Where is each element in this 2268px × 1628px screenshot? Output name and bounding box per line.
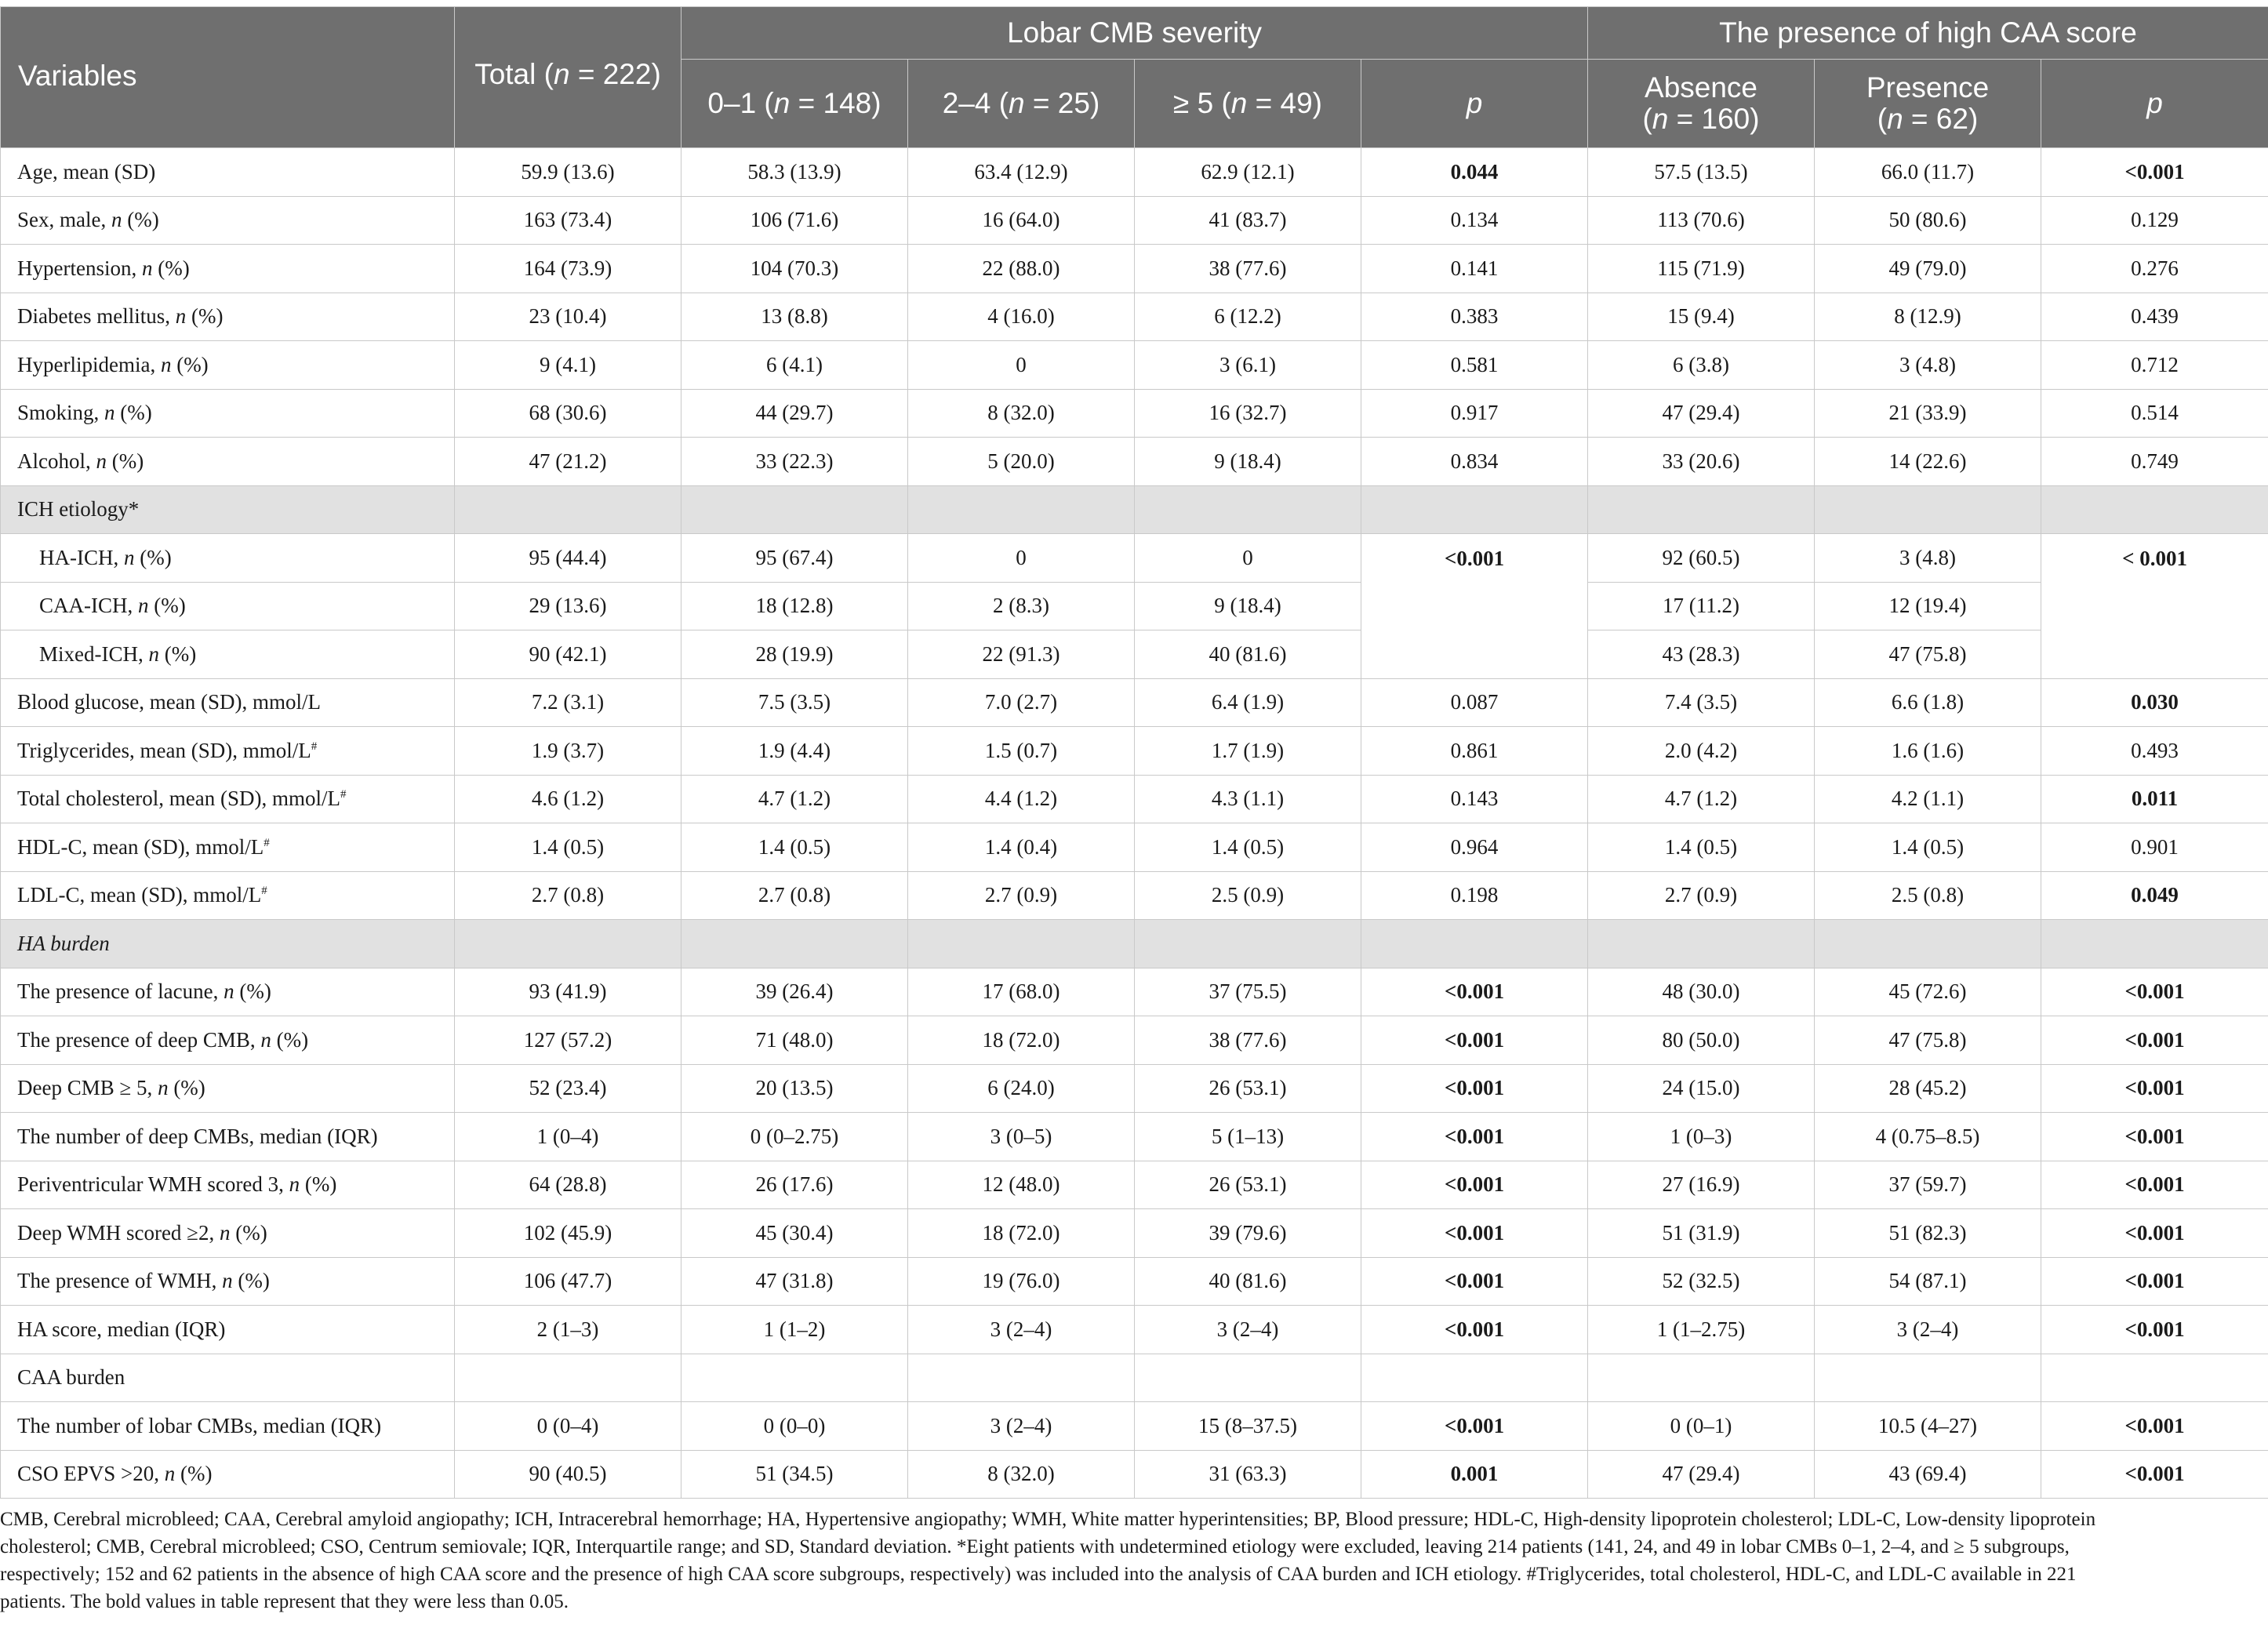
table-row: [1, 727, 2268, 776]
table-row: [1, 1209, 2268, 1258]
cell-total: 1.4 (0.5): [455, 823, 681, 872]
table-row: [1, 1016, 2268, 1065]
cell-p2: < 0.001: [2041, 534, 2268, 679]
table-row: [1, 1064, 2268, 1113]
row-label: Total cholesterol, mean (SD), mmol/L#: [1, 775, 455, 823]
cell-total: [455, 920, 681, 968]
row-label: Triglycerides, mean (SD), mmol/L#: [1, 727, 455, 776]
cell-abs: 7.4 (3.5): [1588, 678, 1815, 727]
row-label: Diabetes mellitus, n (%): [1, 293, 455, 341]
table-row: [1, 1450, 2268, 1499]
cell-c24: 4.4 (1.2): [908, 775, 1135, 823]
cell-total: 2 (1–3): [455, 1306, 681, 1354]
cell-p1: 0.044: [1361, 148, 1588, 197]
row-label: Deep CMB ≥ 5, n (%): [1, 1064, 455, 1113]
cell-p1: [1361, 485, 1588, 534]
cell-p1: 0.087: [1361, 678, 1588, 727]
table-row: [1, 148, 2268, 197]
cell-total: 0 (0–4): [455, 1402, 681, 1451]
cell-p1: 0.834: [1361, 438, 1588, 486]
row-label: Blood glucose, mean (SD), mmol/L: [1, 678, 455, 727]
cell-p2: <0.001: [2041, 1016, 2268, 1065]
cell-total: 29 (13.6): [455, 582, 681, 630]
cell-c01: 1.9 (4.4): [681, 727, 908, 776]
row-label: Hypertension, n (%): [1, 245, 455, 293]
row-label: CAA burden: [1, 1354, 455, 1402]
cell-pres: 2.5 (0.8): [1815, 871, 2041, 920]
cell-total: 47 (21.2): [455, 438, 681, 486]
cell-abs: 1.4 (0.5): [1588, 823, 1815, 872]
cell-c24: 0: [908, 534, 1135, 583]
table-row: [1, 920, 2268, 968]
table-row: [1, 438, 2268, 486]
footnote-line: cholesterol; CMB, Cerebral microbleed; CSO, Centrum semiovale; IQR, Interquartile range; and SD, Standard deviation. *Eight patients with undetermined etiology were excluded, leaving 214 patients (141, 24, and 49 in lobar CMBs 0–1, 2–4, and ≥ 5 subgroups,: [0, 1536, 2070, 1557]
row-label: CSO EPVS >20, n (%): [1, 1450, 455, 1499]
cell-p2: [2041, 1354, 2268, 1402]
cell-pres: 49 (79.0): [1815, 245, 2041, 293]
cell-c01: 26 (17.6): [681, 1161, 908, 1209]
footnote-line: patients. The bold values in table represent that they were less than 0.05.: [0, 1591, 569, 1612]
cell-p1: <0.001: [1361, 1016, 1588, 1065]
cell-c5: [1135, 1354, 1361, 1402]
cell-c24: 16 (64.0): [908, 196, 1135, 245]
cell-c5: 2.5 (0.9): [1135, 871, 1361, 920]
cell-abs: 52 (32.5): [1588, 1257, 1815, 1306]
cell-p1: <0.001: [1361, 1064, 1588, 1113]
cell-p1: <0.001: [1361, 1402, 1588, 1451]
table-row: [1, 341, 2268, 390]
cell-p1: 0.581: [1361, 341, 1588, 390]
cell-pres: 4.2 (1.1): [1815, 775, 2041, 823]
cell-abs: 24 (15.0): [1588, 1064, 1815, 1113]
row-label: HA-ICH, n (%): [1, 534, 455, 583]
cell-c01: 2.7 (0.8): [681, 871, 908, 920]
cell-p1: [1361, 920, 1588, 968]
cell-c24: [908, 920, 1135, 968]
cell-p2: <0.001: [2041, 1306, 2268, 1354]
header-col-2-4: 2–4 (n = 25): [908, 60, 1135, 148]
cell-abs: 17 (11.2): [1588, 582, 1815, 630]
row-label: The presence of WMH, n (%): [1, 1257, 455, 1306]
table-body: [1, 148, 2268, 1499]
cell-c01: 18 (12.8): [681, 582, 908, 630]
cell-total: 127 (57.2): [455, 1016, 681, 1065]
cell-pres: 45 (72.6): [1815, 968, 2041, 1016]
cell-p2: <0.001: [2041, 1402, 2268, 1451]
cell-p2: [2041, 920, 2268, 968]
cell-c5: [1135, 920, 1361, 968]
header-p-lobar: p: [1361, 60, 1588, 148]
cell-abs: 27 (16.9): [1588, 1161, 1815, 1209]
cell-c24: 8 (32.0): [908, 1450, 1135, 1499]
cell-c5: 62.9 (12.1): [1135, 148, 1361, 197]
table-row: [1, 871, 2268, 920]
cell-c5: 9 (18.4): [1135, 582, 1361, 630]
cell-c01: 71 (48.0): [681, 1016, 908, 1065]
table-row: [1, 823, 2268, 872]
cell-c01: [681, 920, 908, 968]
cell-c24: 6 (24.0): [908, 1064, 1135, 1113]
cell-abs: 48 (30.0): [1588, 968, 1815, 1016]
cell-pres: 1.4 (0.5): [1815, 823, 2041, 872]
cell-c24: 3 (2–4): [908, 1402, 1135, 1451]
cell-abs: 80 (50.0): [1588, 1016, 1815, 1065]
cell-total: [455, 485, 681, 534]
cell-abs: 57.5 (13.5): [1588, 148, 1815, 197]
cell-pres: 66.0 (11.7): [1815, 148, 2041, 197]
cell-p2: 0.493: [2041, 727, 2268, 776]
cell-p2: <0.001: [2041, 1113, 2268, 1161]
cell-c5: 40 (81.6): [1135, 630, 1361, 679]
cell-c5: 26 (53.1): [1135, 1064, 1361, 1113]
cell-c01: 0 (0–0): [681, 1402, 908, 1451]
header-high-caa-score: The presence of high CAA score: [1588, 7, 2268, 60]
cell-abs: 0 (0–1): [1588, 1402, 1815, 1451]
cell-c01: 44 (29.7): [681, 389, 908, 438]
cell-total: 164 (73.9): [455, 245, 681, 293]
header-col-0-1: 0–1 (n = 148): [681, 60, 908, 148]
table-row: [1, 968, 2268, 1016]
table-row: [1, 1257, 2268, 1306]
cell-pres: 1.6 (1.6): [1815, 727, 2041, 776]
cell-c5: 39 (79.6): [1135, 1209, 1361, 1258]
cell-abs: 51 (31.9): [1588, 1209, 1815, 1258]
footnote-line: CMB, Cerebral microbleed; CAA, Cerebral amyloid angiopathy; ICH, Intracerebral hemorrhage; HA, Hypertensive angiopathy; WMH, White matter hyperintensities; BP, Blood pressure; HDL-C, High-density lipoprotein cholesterol; LDL-C, Low-density lipoprotein: [0, 1509, 2096, 1530]
cell-abs: [1588, 485, 1815, 534]
cell-p1: 0.134: [1361, 196, 1588, 245]
cell-total: 9 (4.1): [455, 341, 681, 390]
cell-pres: 37 (59.7): [1815, 1161, 2041, 1209]
cell-c01: 6 (4.1): [681, 341, 908, 390]
cell-c01: 39 (26.4): [681, 968, 908, 1016]
cell-p2: 0.276: [2041, 245, 2268, 293]
row-label: Age, mean (SD): [1, 148, 455, 197]
cell-pres: 10.5 (4–27): [1815, 1402, 2041, 1451]
row-label: The presence of lacune, n (%): [1, 968, 455, 1016]
table-row: [1, 196, 2268, 245]
header-presence: Presence (n = 62): [1815, 60, 2041, 148]
cell-c01: 45 (30.4): [681, 1209, 908, 1258]
cell-c01: 47 (31.8): [681, 1257, 908, 1306]
cell-pres: 21 (33.9): [1815, 389, 2041, 438]
row-label: Periventricular WMH scored 3, n (%): [1, 1161, 455, 1209]
cell-pres: 8 (12.9): [1815, 293, 2041, 341]
table-header: [1, 7, 2268, 148]
cell-total: 90 (40.5): [455, 1450, 681, 1499]
cell-c24: 3 (0–5): [908, 1113, 1135, 1161]
cell-abs: 15 (9.4): [1588, 293, 1815, 341]
cell-c01: 33 (22.3): [681, 438, 908, 486]
cell-c5: [1135, 485, 1361, 534]
cell-p2: 0.749: [2041, 438, 2268, 486]
cell-c24: 5 (20.0): [908, 438, 1135, 486]
cell-c01: 13 (8.8): [681, 293, 908, 341]
row-label: The presence of deep CMB, n (%): [1, 1016, 455, 1065]
cell-c5: 37 (75.5): [1135, 968, 1361, 1016]
cell-total: 68 (30.6): [455, 389, 681, 438]
cell-p1: <0.001: [1361, 1161, 1588, 1209]
cell-pres: 47 (75.8): [1815, 1016, 2041, 1065]
cell-p1: <0.001: [1361, 1306, 1588, 1354]
cell-c01: [681, 485, 908, 534]
row-label: Sex, male, n (%): [1, 196, 455, 245]
cell-p2: 0.011: [2041, 775, 2268, 823]
cell-c24: 18 (72.0): [908, 1016, 1135, 1065]
cell-p2: <0.001: [2041, 1450, 2268, 1499]
cell-total: 52 (23.4): [455, 1064, 681, 1113]
cell-c01: 0 (0–2.75): [681, 1113, 908, 1161]
cell-c01: 106 (71.6): [681, 196, 908, 245]
cell-p2: 0.439: [2041, 293, 2268, 341]
table-row: [1, 582, 2268, 630]
header-col-5-plus: ≥ 5 (n = 49): [1135, 60, 1361, 148]
cell-pres: 6.6 (1.8): [1815, 678, 2041, 727]
cell-p1: 0.917: [1361, 389, 1588, 438]
table-row: [1, 1306, 2268, 1354]
cell-total: 4.6 (1.2): [455, 775, 681, 823]
row-label: HA burden: [1, 920, 455, 968]
cell-c24: 2.7 (0.9): [908, 871, 1135, 920]
cell-total: 90 (42.1): [455, 630, 681, 679]
table-row: [1, 630, 2268, 679]
cell-total: 7.2 (3.1): [455, 678, 681, 727]
cell-c01: 20 (13.5): [681, 1064, 908, 1113]
cell-p1: <0.001: [1361, 1113, 1588, 1161]
table-row: [1, 678, 2268, 727]
header-p-caa: p: [2041, 60, 2268, 148]
cell-p1: <0.001: [1361, 534, 1588, 679]
cell-p2: 0.129: [2041, 196, 2268, 245]
cell-p1: 0.143: [1361, 775, 1588, 823]
cell-pres: 4 (0.75–8.5): [1815, 1113, 2041, 1161]
cell-c5: 31 (63.3): [1135, 1450, 1361, 1499]
cell-c24: 1.4 (0.4): [908, 823, 1135, 872]
cell-c24: 2 (8.3): [908, 582, 1135, 630]
cell-c5: 3 (6.1): [1135, 341, 1361, 390]
cell-p2: <0.001: [2041, 1064, 2268, 1113]
cell-c24: 63.4 (12.9): [908, 148, 1135, 197]
cell-p1: <0.001: [1361, 1257, 1588, 1306]
cell-p1: <0.001: [1361, 1209, 1588, 1258]
table-row: [1, 245, 2268, 293]
cell-c01: 28 (19.9): [681, 630, 908, 679]
cell-c5: 26 (53.1): [1135, 1161, 1361, 1209]
cell-c24: 22 (91.3): [908, 630, 1135, 679]
cell-c24: 7.0 (2.7): [908, 678, 1135, 727]
cell-abs: 115 (71.9): [1588, 245, 1815, 293]
row-label: Smoking, n (%): [1, 389, 455, 438]
cell-c24: 1.5 (0.7): [908, 727, 1135, 776]
cell-abs: 1 (0–3): [1588, 1113, 1815, 1161]
cell-c01: 58.3 (13.9): [681, 148, 908, 197]
cell-c24: 18 (72.0): [908, 1209, 1135, 1258]
footnote-line: respectively; 152 and 62 patients in the absence of high CAA score and the presence of high CAA score subgroups, respectively) was included into the analysis of CAA burden and ICH etiology. #Triglycerides, total cholesterol, HDL-C, and LDL-C available in 221: [0, 1564, 2077, 1585]
cell-c5: 5 (1–13): [1135, 1113, 1361, 1161]
cell-c24: [908, 1354, 1135, 1402]
cell-c24: 4 (16.0): [908, 293, 1135, 341]
cell-p2: 0.514: [2041, 389, 2268, 438]
cell-abs: 2.7 (0.9): [1588, 871, 1815, 920]
cell-p2: 0.030: [2041, 678, 2268, 727]
cell-abs: 43 (28.3): [1588, 630, 1815, 679]
cell-c01: 1 (1–2): [681, 1306, 908, 1354]
row-label: The number of deep CMBs, median (IQR): [1, 1113, 455, 1161]
cell-pres: 12 (19.4): [1815, 582, 2041, 630]
cell-abs: 113 (70.6): [1588, 196, 1815, 245]
cell-p2: 0.049: [2041, 871, 2268, 920]
cell-abs: 33 (20.6): [1588, 438, 1815, 486]
cell-c5: 38 (77.6): [1135, 1016, 1361, 1065]
cell-c5: 38 (77.6): [1135, 245, 1361, 293]
cell-p1: <0.001: [1361, 968, 1588, 1016]
cell-c01: 104 (70.3): [681, 245, 908, 293]
header-total: Total (n = 222): [455, 7, 681, 148]
cell-c5: 6 (12.2): [1135, 293, 1361, 341]
row-label: Hyperlipidemia, n (%): [1, 341, 455, 390]
cell-c01: [681, 1354, 908, 1402]
cell-c24: 3 (2–4): [908, 1306, 1135, 1354]
cell-abs: 47 (29.4): [1588, 389, 1815, 438]
cell-c5: 1.4 (0.5): [1135, 823, 1361, 872]
cell-p2: [2041, 485, 2268, 534]
cell-p2: <0.001: [2041, 1161, 2268, 1209]
cell-pres: 51 (82.3): [1815, 1209, 2041, 1258]
cell-p1: 0.861: [1361, 727, 1588, 776]
cell-total: 1.9 (3.7): [455, 727, 681, 776]
cell-p2: 0.712: [2041, 341, 2268, 390]
cell-c5: 41 (83.7): [1135, 196, 1361, 245]
cell-pres: 3 (4.8): [1815, 534, 2041, 583]
cell-abs: [1588, 920, 1815, 968]
cell-total: 64 (28.8): [455, 1161, 681, 1209]
cell-c01: 51 (34.5): [681, 1450, 908, 1499]
table-row: [1, 775, 2268, 823]
cell-p2: <0.001: [2041, 1209, 2268, 1258]
cell-c24: [908, 485, 1135, 534]
cell-p2: <0.001: [2041, 968, 2268, 1016]
cell-c5: 6.4 (1.9): [1135, 678, 1361, 727]
cell-c24: 12 (48.0): [908, 1161, 1135, 1209]
characteristics-table: [0, 6, 2268, 1499]
table-row: [1, 389, 2268, 438]
cell-total: 163 (73.4): [455, 196, 681, 245]
cell-c01: 95 (67.4): [681, 534, 908, 583]
cell-c5: 0: [1135, 534, 1361, 583]
row-label: CAA-ICH, n (%): [1, 582, 455, 630]
cell-c5: 15 (8–37.5): [1135, 1402, 1361, 1451]
cell-p1: 0.198: [1361, 871, 1588, 920]
cell-abs: 4.7 (1.2): [1588, 775, 1815, 823]
cell-pres: [1815, 485, 2041, 534]
cell-total: 93 (41.9): [455, 968, 681, 1016]
cell-total: 2.7 (0.8): [455, 871, 681, 920]
cell-c5: 40 (81.6): [1135, 1257, 1361, 1306]
cell-total: 59.9 (13.6): [455, 148, 681, 197]
cell-c01: 4.7 (1.2): [681, 775, 908, 823]
header-absence: Absence (n = 160): [1588, 60, 1815, 148]
row-label: HDL-C, mean (SD), mmol/L#: [1, 823, 455, 872]
cell-p2: <0.001: [2041, 1257, 2268, 1306]
cell-total: 102 (45.9): [455, 1209, 681, 1258]
table-row: [1, 534, 2268, 583]
cell-abs: [1588, 1354, 1815, 1402]
cell-pres: 43 (69.4): [1815, 1450, 2041, 1499]
row-label: Deep WMH scored ≥2, n (%): [1, 1209, 455, 1258]
table-row: [1, 293, 2268, 341]
cell-c5: 16 (32.7): [1135, 389, 1361, 438]
cell-pres: [1815, 1354, 2041, 1402]
cell-pres: 3 (2–4): [1815, 1306, 2041, 1354]
cell-c24: 17 (68.0): [908, 968, 1135, 1016]
row-label: HA score, median (IQR): [1, 1306, 455, 1354]
cell-total: 95 (44.4): [455, 534, 681, 583]
cell-pres: 14 (22.6): [1815, 438, 2041, 486]
cell-p1: 0.001: [1361, 1450, 1588, 1499]
cell-abs: 47 (29.4): [1588, 1450, 1815, 1499]
cell-c5: 9 (18.4): [1135, 438, 1361, 486]
table-row: [1, 1113, 2268, 1161]
cell-pres: 47 (75.8): [1815, 630, 2041, 679]
cell-total: 23 (10.4): [455, 293, 681, 341]
cell-pres: 28 (45.2): [1815, 1064, 2041, 1113]
cell-p2: 0.901: [2041, 823, 2268, 872]
cell-p1: 0.383: [1361, 293, 1588, 341]
cell-abs: 1 (1–2.75): [1588, 1306, 1815, 1354]
cell-abs: 2.0 (4.2): [1588, 727, 1815, 776]
cell-total: 1 (0–4): [455, 1113, 681, 1161]
cell-abs: 6 (3.8): [1588, 341, 1815, 390]
cell-p2: <0.001: [2041, 148, 2268, 197]
header-lobar-cmb-severity: Lobar CMB severity: [681, 7, 1588, 60]
cell-p1: 0.141: [1361, 245, 1588, 293]
cell-p1: [1361, 1354, 1588, 1402]
cell-pres: [1815, 920, 2041, 968]
cell-pres: 54 (87.1): [1815, 1257, 2041, 1306]
row-label: Mixed-ICH, n (%): [1, 630, 455, 679]
cell-abs: 92 (60.5): [1588, 534, 1815, 583]
cell-c24: 8 (32.0): [908, 389, 1135, 438]
header-variables: Variables: [1, 7, 455, 148]
table-row: [1, 1161, 2268, 1209]
cell-c24: 22 (88.0): [908, 245, 1135, 293]
cell-c01: 1.4 (0.5): [681, 823, 908, 872]
cell-total: [455, 1354, 681, 1402]
cell-c24: 19 (76.0): [908, 1257, 1135, 1306]
table-row: [1, 1402, 2268, 1451]
cell-c5: 4.3 (1.1): [1135, 775, 1361, 823]
row-label: The number of lobar CMBs, median (IQR): [1, 1402, 455, 1451]
cell-pres: 3 (4.8): [1815, 341, 2041, 390]
cell-pres: 50 (80.6): [1815, 196, 2041, 245]
cell-p1: 0.964: [1361, 823, 1588, 872]
cell-c5: 1.7 (1.9): [1135, 727, 1361, 776]
row-label: LDL-C, mean (SD), mmol/L#: [1, 871, 455, 920]
table-row: [1, 1354, 2268, 1402]
cell-c5: 3 (2–4): [1135, 1306, 1361, 1354]
cell-total: 106 (47.7): [455, 1257, 681, 1306]
table-footnote: [0, 1506, 2251, 1615]
cell-c01: 7.5 (3.5): [681, 678, 908, 727]
cell-c24: 0: [908, 341, 1135, 390]
table-row: [1, 485, 2268, 534]
row-label: ICH etiology*: [1, 485, 455, 534]
row-label: Alcohol, n (%): [1, 438, 455, 486]
